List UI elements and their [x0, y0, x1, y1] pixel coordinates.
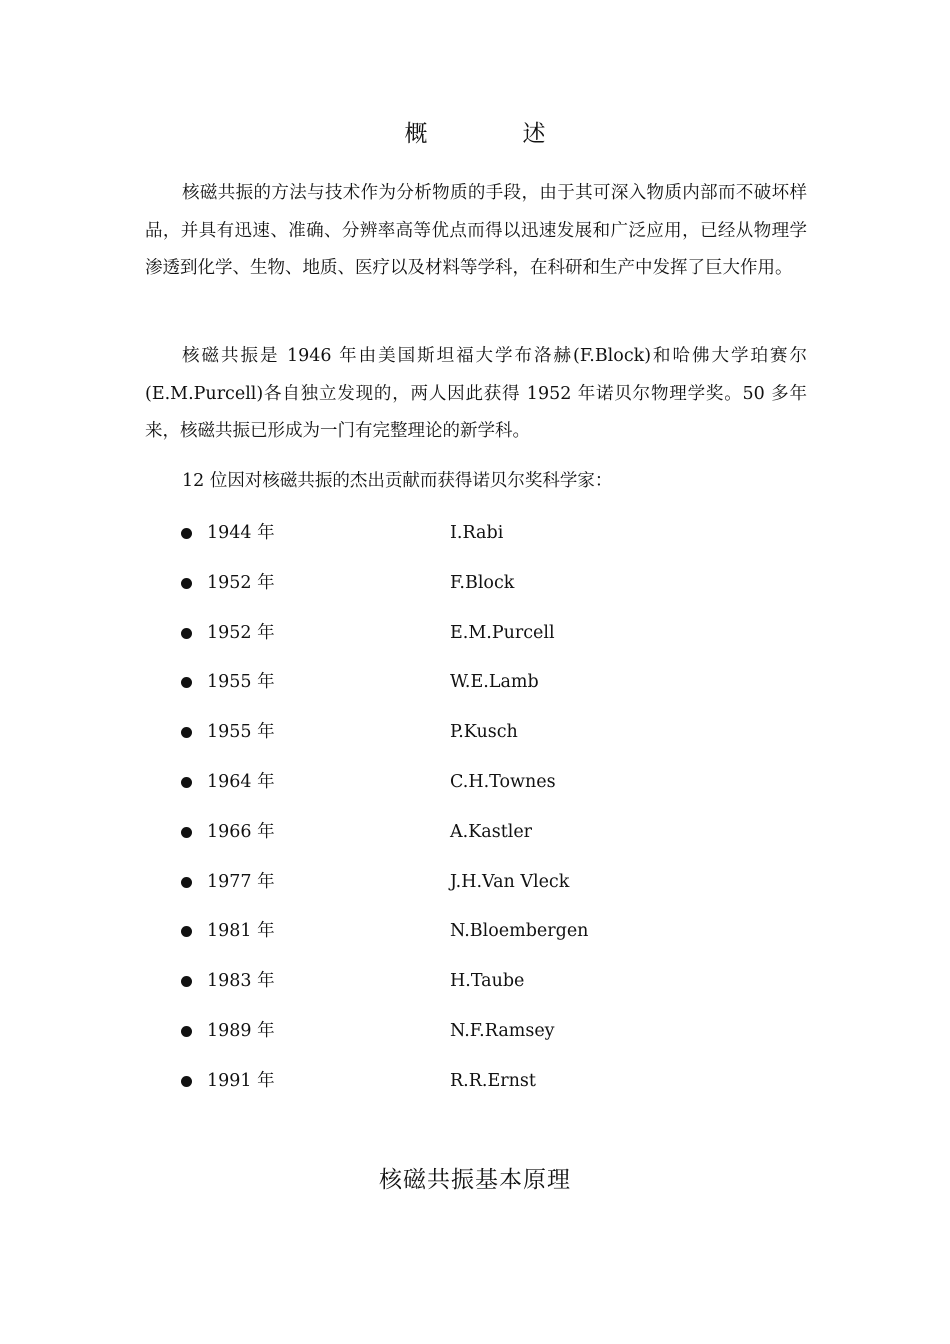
laureate-name: C.H.Townes: [450, 771, 556, 792]
laureate-name: H.Taube: [450, 971, 525, 992]
laureate-name: I.Rabi: [450, 523, 504, 543]
list-item: [178, 713, 778, 763]
laureate-name: A.Kastler: [450, 821, 533, 842]
laureate-name: W.E.Lamb: [450, 672, 539, 693]
laureate-name: P.Kusch: [450, 722, 518, 743]
bullet-icon: [181, 677, 192, 688]
laureate-year: 1966 年: [207, 821, 275, 842]
laureate-year: 1952 年: [207, 572, 275, 593]
bullet-icon: [181, 1076, 192, 1087]
bullet-icon: [181, 628, 192, 639]
section-heading: 核磁共振基本原理: [379, 1167, 571, 1193]
laureate-name: F.Block: [450, 572, 515, 593]
laureate-name: N.F.Ramsey: [450, 1020, 555, 1041]
list-item: [178, 663, 778, 713]
laureate-name: N.Bloembergen: [450, 921, 589, 942]
list-item: [178, 514, 778, 564]
laureate-year: 1944 年: [207, 523, 275, 543]
laureate-name: R.R.Ernst: [450, 1070, 536, 1091]
bullet-icon: [181, 926, 192, 937]
laureate-year: 1955 年: [207, 672, 275, 693]
list-item: [178, 912, 778, 962]
laureate-name: E.M.Purcell: [450, 622, 555, 643]
bullet-icon: [181, 777, 192, 788]
laureate-year: 1955 年: [207, 722, 275, 743]
laureate-year: 1991 年: [207, 1070, 275, 1091]
laureate-year: 1952 年: [207, 622, 275, 643]
bullet-icon: [181, 1026, 192, 1037]
bullet-icon: [181, 528, 192, 539]
history-paragraph: 核磁共振是 1946 年由美国斯坦福大学布洛赫(F.Block)和哈佛大学珀赛尔(E.M.Purcell)各自独立发现的，两人因此获得 1952 年诺贝尔物理学奖。50 多年来，核磁共振已形成为一门有完整理论的新学科。: [145, 346, 807, 441]
bullet-icon: [181, 827, 192, 838]
laureate-year: 1981 年: [207, 921, 275, 942]
laureate-name: J.H.Van Vleck: [450, 871, 570, 892]
list-item: [178, 1062, 778, 1112]
list-item: [178, 564, 778, 614]
laureate-list: [178, 514, 778, 1112]
page-title: 概 述: [404, 121, 582, 147]
list-item: [178, 763, 778, 813]
list-item: [178, 863, 778, 913]
intro-paragraph: 核磁共振的方法与技术作为分析物质的手段，由于其可深入物质内部而不破坏样品，并具有迅速、准确、分辨率高等优点而得以迅速发展和广泛应用，已经从物理学渗透到化学、生物、地质、医疗以及材料等学科，在科研和生产中发挥了巨大作用。: [145, 183, 807, 278]
bullet-icon: [181, 976, 192, 987]
list-item: [178, 1012, 778, 1062]
list-item: [178, 614, 778, 664]
laureate-year: 1964 年: [207, 771, 275, 792]
laureate-year: 1983 年: [207, 971, 275, 992]
laureate-year: 1989 年: [207, 1020, 275, 1041]
list-item: [178, 813, 778, 863]
list-item: [178, 962, 778, 1012]
laureates-intro: 12 位因对核磁共振的杰出贡献而获得诺贝尔奖科学家：: [182, 471, 613, 491]
bullet-icon: [181, 727, 192, 738]
bullet-icon: [181, 877, 192, 888]
laureate-year: 1977 年: [207, 871, 275, 892]
bullet-icon: [181, 578, 192, 589]
